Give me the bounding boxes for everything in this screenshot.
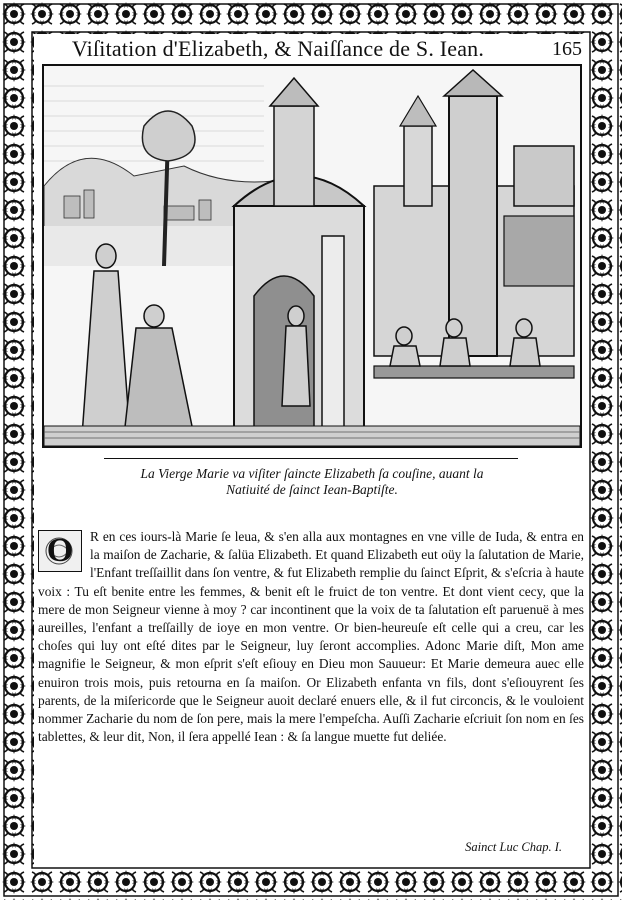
illustration-caption [74, 466, 550, 498]
caption-line-2: Natiuité de ſainct Iean-Baptiſte. [226, 482, 398, 497]
scripture-reference: Sainct Luc Chap. I. [465, 840, 562, 854]
body-text: R en ces iours-là Marie ſe leua, & s'en alla aux montagnes en vne ville de Iuda, & entra en la maiſon de Zacharie, & ſalüa Elizabeth. Et quand Elizabeth eut oüy la ſalutation de Marie, l'Enfant treſſaillit dans ſon ventre, & fut Elizabeth remplie du ſainct Eſprit, & s'eſcria à haute voix : Tu eſt benite entre les femmes, & benit eſt le fruict de ton ventre. Et dont vient cecy, que la mere de mon Seigneur vienne à moy ? car incontinent que la voix de ta ſalutation eſt paruenuë à mes aureilles, l'enfant a treſſailly de ioye en mon ventre. Or bien-heureuſe eſt celle qui a creu, car les choſes qui luy ont eſté dites par le Seigneur, luy ſeront accomplies. Adonc Marie diſt, Mon ame magnifie le Seigneur, & mon eſprit s'eſt eſiouy en Dieu mon Sauueur: Et Marie demeura auec elle enuiron trois mois, puis retourna en ſa maiſon. Or Elizabeth enfanta vn fils, dont s'eſiouyrent ſes parents, de la miſericorde que le Seigneur auoit declaré enuers elle, & il fut circoncis, & le vouloient nommer Zacharie du nom de ſon pere, mais la mere l'empeſcha. Auſſi Zacharie eſcriuit ſon nom en ſes tablettes, & leur dit, Non, il ſera appellé Iean : & ſa langue muette fut deliée. [38, 529, 584, 745]
woodcut-illustration [42, 64, 582, 448]
dropcap-letter [38, 530, 82, 572]
caption-line-1: La Vierge Marie va viſiter ſaincte Elizabeth ſa couſine, auant la [140, 466, 484, 481]
page-title: Viſitation d'Elizabeth, & Naiſſance de S. Iean. [71, 36, 485, 61]
caption-rule [104, 458, 518, 459]
page-header [34, 34, 588, 64]
body-paragraph [38, 528, 584, 746]
page-number: 165 [552, 38, 582, 60]
dropcap-char: O [46, 532, 74, 569]
page-content [34, 34, 588, 866]
